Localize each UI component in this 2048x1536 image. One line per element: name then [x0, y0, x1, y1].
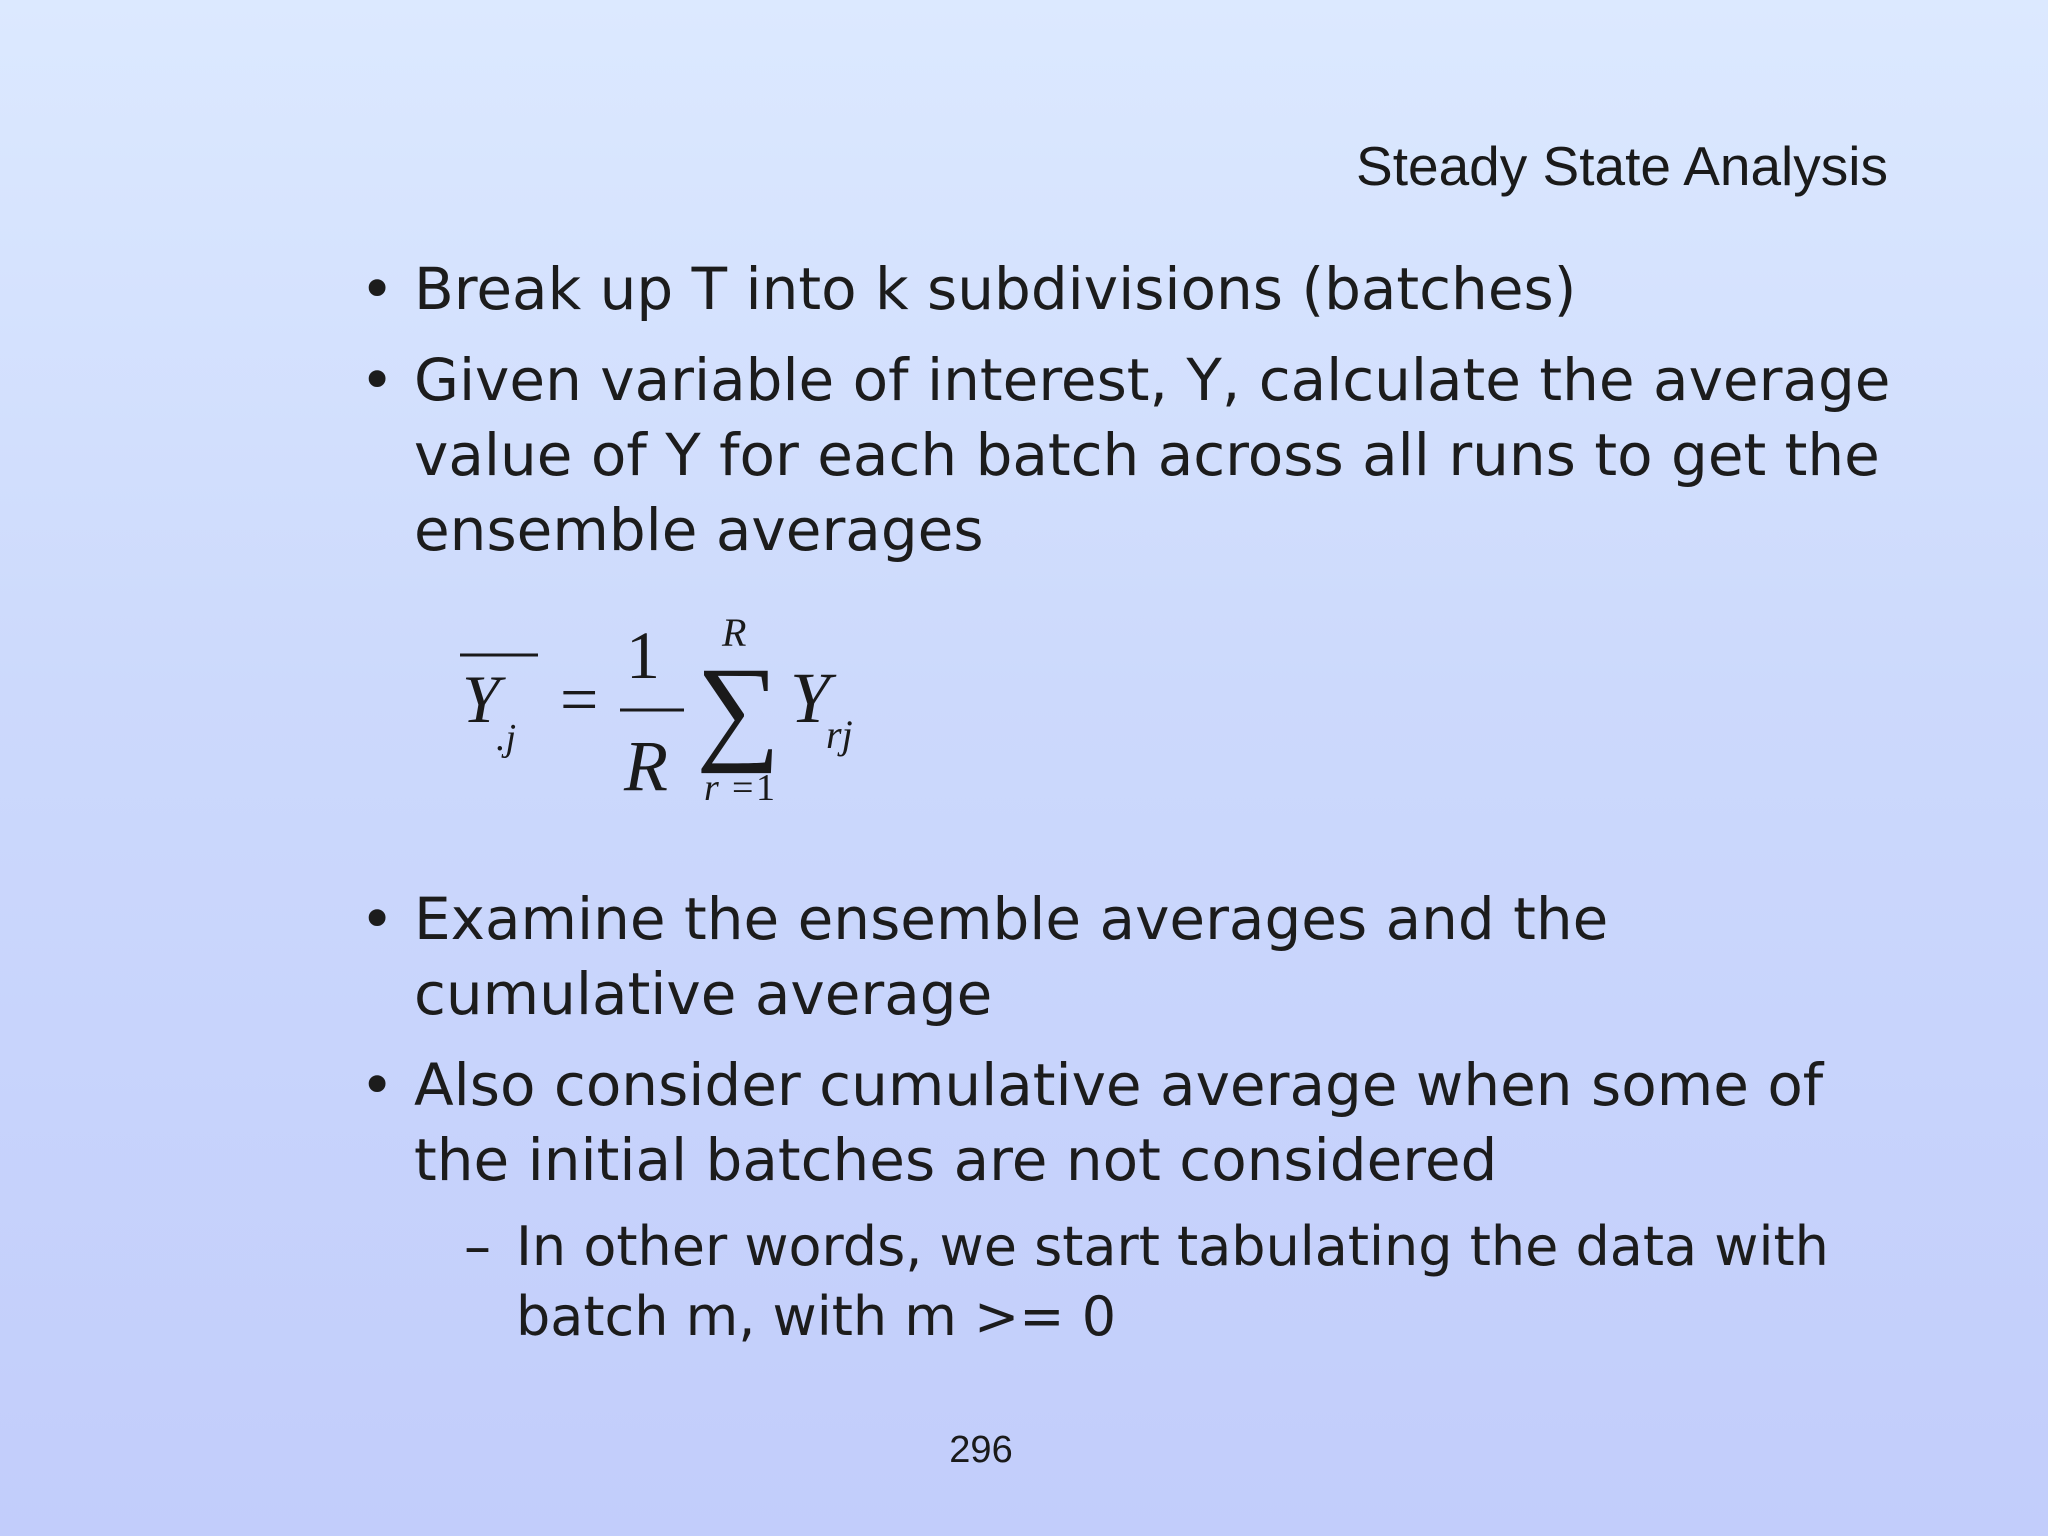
bullet-text: Break up T into k subdivisions (batches): [414, 255, 1577, 323]
sub-bullet-text: In other words, we start tabulating the data with batch m, with m >= 0: [516, 1215, 1829, 1348]
bullet-text: Given variable of interest, Y, calculate the average value of Y for each batch across all runs to get the ensemble averages: [414, 346, 1891, 564]
formula-lower-limit-val: 1: [756, 767, 775, 809]
formula-lower-limit-eq: =: [732, 767, 754, 809]
sub-bullet-marker: –: [464, 1215, 491, 1278]
formula-term: Y: [790, 658, 831, 738]
formula-denominator: R: [624, 726, 668, 806]
formula-numerator: 1: [626, 617, 660, 693]
formula-lower-limit-var: r: [704, 767, 719, 809]
page-number: 296: [949, 1429, 1013, 1471]
ensemble-average-formula: [440, 600, 900, 830]
bullet-text: Also consider cumulative average when some of the initial batches are not considered: [414, 1051, 1824, 1194]
bullet-marker: •: [360, 1051, 395, 1119]
bullet-text: Examine the ensemble averages and the cumulative average: [414, 885, 1609, 1028]
slide-title: Steady State Analysis: [1356, 135, 1888, 197]
formula-upper-limit: R: [722, 610, 747, 655]
formula-lhs: Y: [462, 661, 500, 737]
bullet-marker: •: [360, 885, 395, 953]
bullet-marker: •: [360, 255, 395, 323]
formula-sum-symbol: ∑: [696, 643, 781, 774]
formula-term-subscript: rj: [826, 712, 853, 757]
formula-lhs-subscript: .j: [496, 717, 517, 759]
formula-equals: =: [560, 661, 599, 737]
bullet-marker: •: [360, 346, 395, 414]
